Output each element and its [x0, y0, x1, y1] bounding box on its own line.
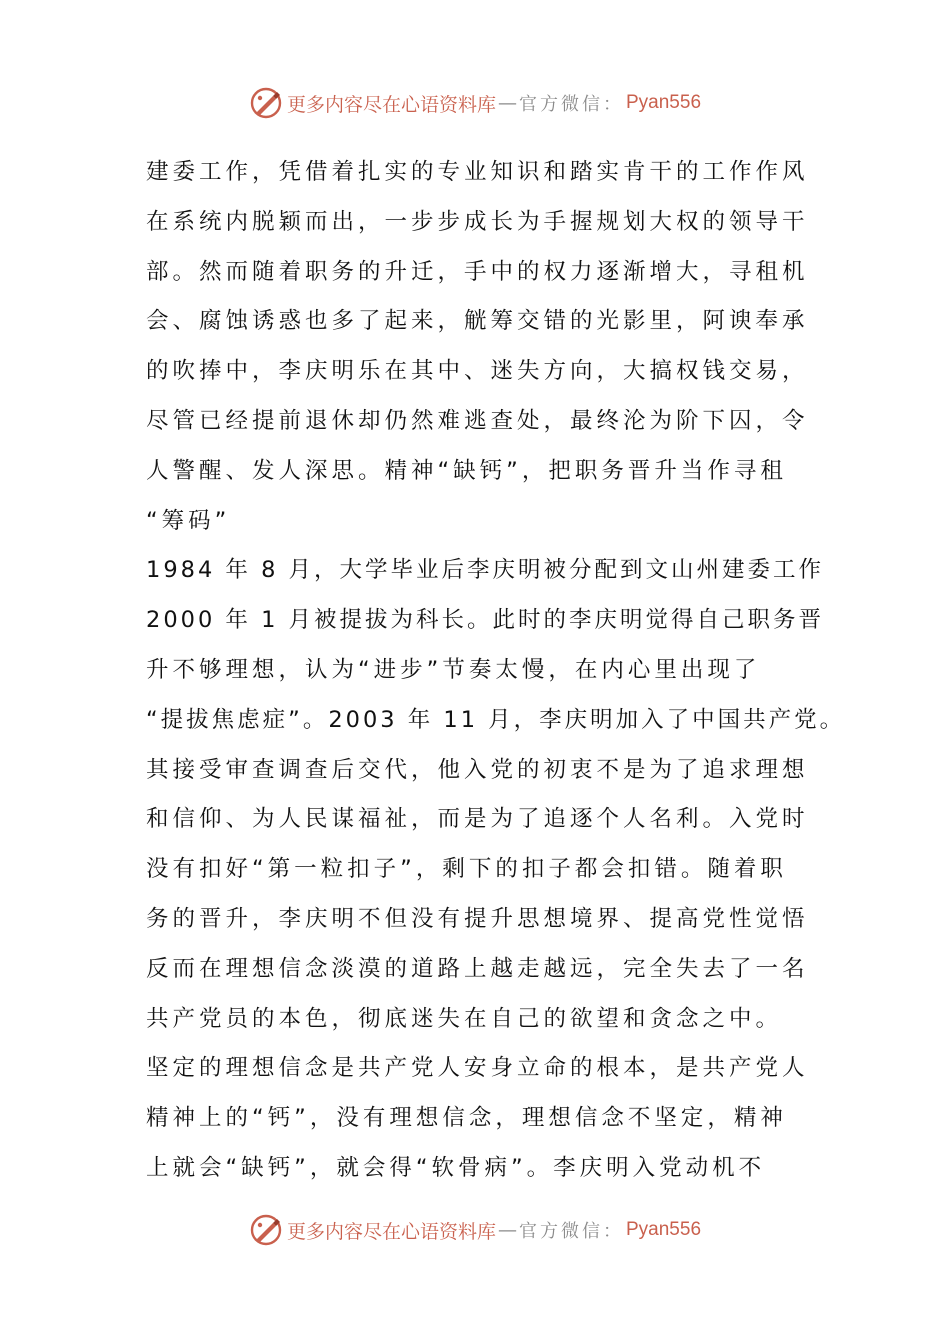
banner-slogan: 更多内容尽在心语资料库	[286, 1220, 496, 1243]
text-line: 尽管已经提前退休却仍然难逃查处，最终沦为阶下囚，令	[146, 407, 809, 434]
text-line: 1984 年 8 月，大学毕业后李庆明被分配到文山州建委工作	[146, 557, 825, 584]
text-line: “筹码”	[146, 507, 231, 534]
document-body	[146, 148, 846, 1194]
text-line: 和信仰、为人民谋福祉，而是为了追逐个人名利。入党时	[146, 806, 809, 833]
footer-banner	[0, 1210, 950, 1250]
text-line: 务的晋升，李庆明不但没有提升思想境界、提高党性觉悟	[146, 905, 809, 932]
banner-wechat-id: Pyan556	[626, 1219, 702, 1240]
banner-separator: —	[498, 1219, 517, 1241]
text-line: 部。然而随着职务的升迁，手中的权力逐渐增大，寻租机	[146, 258, 809, 285]
text-line: 人警醒、发人深思。精神“缺钙”，把职务晋升当作寻租	[146, 457, 787, 484]
banner-wechat-id: Pyan556	[626, 92, 702, 113]
pen-logo-icon	[249, 86, 283, 120]
text-line: 会、腐蚀诱惑也多了起来，觥筹交错的光影里，阿谀奉承	[146, 308, 809, 335]
banner-separator: —	[498, 92, 517, 114]
header-banner	[0, 83, 950, 123]
banner-wechat-label: 官方微信：	[519, 1221, 624, 1242]
text-line: 2000 年 1 月被提拔为科长。此时的李庆明觉得自己职务晋	[146, 607, 825, 634]
text-line: 上就会“缺钙”，就会得“软骨病”。李庆明入党动机不	[146, 1154, 766, 1181]
pen-logo-icon	[249, 1213, 283, 1247]
banner-wechat-label: 官方微信：	[519, 94, 624, 115]
text-line: 建委工作，凭借着扎实的专业知识和踏实肯干的工作作风	[146, 159, 809, 185]
text-line: 没有扣好“第一粒扣子”，剩下的扣子都会扣错。随着职	[146, 856, 787, 883]
text-line: 在系统内脱颖而出，一步步成长为手握规划大权的领导干	[146, 208, 809, 235]
text-line: 坚定的理想信念是共产党人安身立命的根本，是共产党人	[146, 1055, 809, 1082]
banner-slogan: 更多内容尽在心语资料库	[286, 93, 496, 116]
text-line: 反而在理想信念淡漠的道路上越走越远，完全失去了一名	[146, 955, 809, 982]
text-line: 升不够理想，认为“进步”节奏太慢，在内心里出现了	[146, 656, 761, 683]
text-line: 其接受审查调查后交代，他入党的初衷不是为了追求理想	[146, 756, 809, 783]
text-line: “提拔焦虑症”。2003 年 11 月，李庆明加入了中国共产党。	[146, 706, 846, 733]
text-line: 共产党员的本色，彻底迷失在自己的欲望和贪念之中。	[146, 1005, 783, 1032]
text-line: 精神上的“钙”，没有理想信念，理想信念不坚定，精神	[146, 1105, 787, 1132]
text-line: 的吹捧中，李庆明乐在其中、迷失方向，大搞权钱交易，	[146, 358, 809, 385]
